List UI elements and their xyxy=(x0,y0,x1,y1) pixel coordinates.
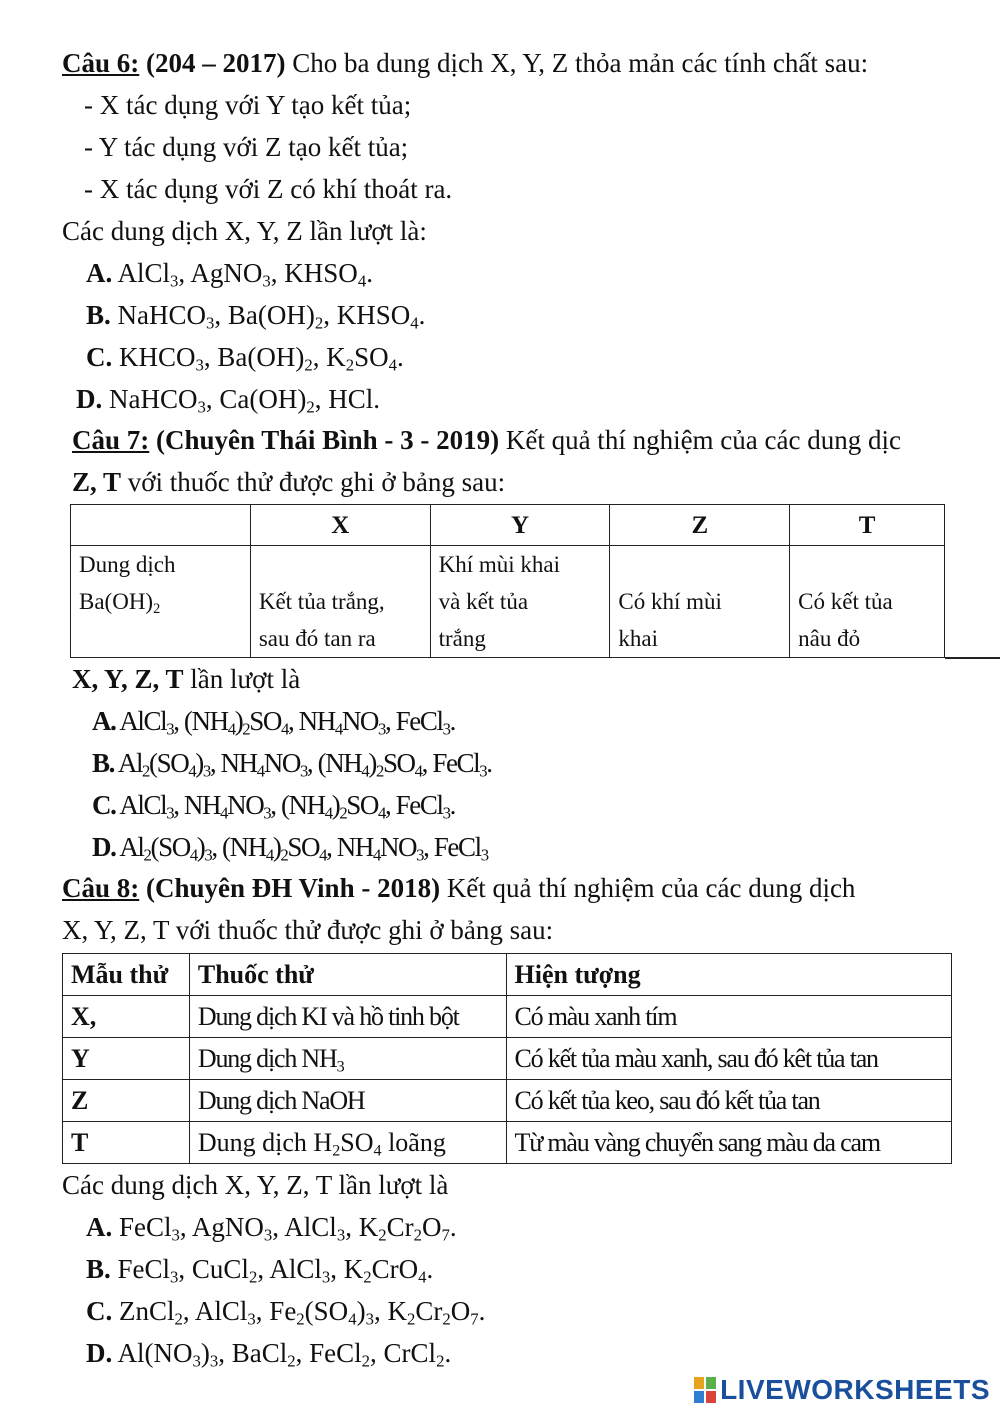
table-cell: Dung dịch $Ba(OH)_2$ xyxy=(71,546,251,658)
q6-option-a[interactable] xyxy=(86,256,373,290)
q8-label: Câu 8: xyxy=(62,873,140,903)
option-letter: D. xyxy=(92,832,116,862)
table-row xyxy=(63,1038,952,1080)
q7-stem-line2 xyxy=(72,465,505,499)
q6-option-d[interactable] xyxy=(76,382,380,416)
sample-cell: Z xyxy=(63,1080,190,1122)
q7-table-header xyxy=(71,505,945,546)
q6-source: (204 – 2017) xyxy=(146,48,286,78)
q8-source: (Chuyên ĐH Vinh - 2018) xyxy=(146,873,441,903)
q8-stem: Kết quả thí nghiệm của các dung dịch xyxy=(446,873,856,903)
q7-option-d[interactable] xyxy=(92,830,488,864)
option-text: FeCl$_3$, AgNO$_3$, AlCl$_3$, $K_2Cr_2O_7$. xyxy=(119,1212,457,1245)
reagent-cell: Dung dịch $H_2SO_4$ loãng xyxy=(189,1122,506,1164)
q7-ask xyxy=(72,662,300,696)
header-cell: Y xyxy=(430,505,610,546)
q8-table xyxy=(62,953,952,1164)
q6-heading xyxy=(62,46,868,80)
option-letter: A. xyxy=(86,1212,113,1242)
header-cell: Z xyxy=(610,505,790,546)
table-cell: Kết tủa trắng, sau đó tan ra xyxy=(250,546,430,658)
q7-heading xyxy=(72,423,901,457)
logo-square xyxy=(706,1391,716,1403)
sample-cell: X, xyxy=(63,996,190,1038)
option-text: $Al(NO_3)_3$, BaCl$_2$, FeCl$_2$, CrCl$_2$. xyxy=(117,1338,452,1371)
table-row xyxy=(63,1080,952,1122)
option-text: $KHCO_3$, $Ba(OH)_2$, $K_2SO_4$. xyxy=(119,342,404,375)
q7-option-a[interactable] xyxy=(92,704,455,738)
option-text: $Al_2(SO_4)_3$, $(NH_4)_2SO_4$, $NH_4NO_3$, FeCl$_3$ xyxy=(119,832,488,865)
q8-option-a[interactable] xyxy=(86,1210,457,1244)
liveworksheets-logo-text: LIVEWORKSHEETS xyxy=(720,1374,990,1405)
q8-stem-line2: X, Y, Z, T với thuốc thử được ghi ở bảng sau: xyxy=(62,915,554,945)
logo-square xyxy=(694,1391,704,1403)
reagent-cell: Dung dịch NaOH xyxy=(189,1080,506,1122)
q8-option-c[interactable] xyxy=(86,1294,485,1328)
header-cell: Mẫu thử xyxy=(63,954,190,996)
q7-stem-text: với thuốc thử được ghi ở bảng sau: xyxy=(127,467,506,497)
q6-ask: Các dung dịch X, Y, Z lần lượt là: xyxy=(62,216,427,246)
q7-source: (Chuyên Thái Bình - 3 - 2019) xyxy=(156,425,500,455)
q8-heading xyxy=(62,871,855,905)
q6-condition: - X tác dụng với Z có khí thoát ra. xyxy=(84,174,453,204)
option-letter: C. xyxy=(86,342,113,372)
option-letter: A. xyxy=(86,258,113,288)
q8-table-header xyxy=(63,954,952,996)
option-letter: D. xyxy=(86,1338,113,1368)
q6-condition: - Y tác dụng với Z tạo kết tủa; xyxy=(84,132,409,162)
table-cell: Khí mùi khai và kết tủa trắng xyxy=(430,546,610,658)
q7-option-b[interactable] xyxy=(92,746,492,780)
q6-label: Câu 6: xyxy=(62,48,140,78)
option-text: AlCl$_3$, AgNO$_3$, $KHSO_4$. xyxy=(117,258,373,291)
sample-cell: Y xyxy=(63,1038,190,1080)
option-text: AlCl$_3$, $NH_4NO_3$, $(NH_4)_2SO_4$, FeCl$_3$. xyxy=(119,790,455,823)
liveworksheets-logo-icon xyxy=(694,1377,716,1403)
table-row xyxy=(71,546,945,658)
header-cell: T xyxy=(790,505,945,546)
q6-option-c[interactable] xyxy=(86,340,404,374)
option-letter: B. xyxy=(92,748,114,778)
phenomenon-cell: Có kết tủa keo, sau đó kết tủa tan xyxy=(506,1080,951,1122)
sample-cell: T xyxy=(63,1122,190,1164)
header-cell: Thuốc thử xyxy=(189,954,506,996)
table-cell: Có khí mùi khai xyxy=(610,546,790,658)
q8-option-b[interactable] xyxy=(86,1252,433,1286)
phenomenon-cell: Có kết tủa màu xanh, sau đó kêt tủa tan xyxy=(506,1038,951,1080)
q8-option-d[interactable] xyxy=(86,1336,451,1370)
q6-option-b[interactable] xyxy=(86,298,425,332)
table-row xyxy=(63,1122,952,1164)
option-text: FeCl$_3$, CuCl$_2$, AlCl$_3$, $K_2CrO_4$. xyxy=(117,1254,434,1287)
logo-square xyxy=(694,1377,704,1389)
q6-condition: - X tác dụng với Y tạo kết tủa; xyxy=(84,90,412,120)
option-text: NaHCO$_3$, $Ca(OH)_2$, HCl. xyxy=(109,384,380,417)
q7-table xyxy=(70,504,945,658)
q8-ask: Các dung dịch X, Y, Z, T lần lượt là xyxy=(62,1170,449,1200)
logo-square xyxy=(706,1377,716,1389)
option-text: NaHCO$_3$, $Ba(OH)_2$, $KHSO_4$. xyxy=(117,300,426,333)
reagent-cell: Dung dịch KI và hồ tinh bột xyxy=(189,996,506,1038)
phenomenon-cell: Có màu xanh tím xyxy=(506,996,951,1038)
option-letter: B. xyxy=(86,1254,111,1284)
option-letter: D. xyxy=(76,384,103,414)
option-text: ZnCl$_2$, AlCl$_3$, $Fe_2(SO_4)_3$, $K_2Cr_2O_7$. xyxy=(119,1296,486,1329)
table-cell: Có kết tủa nâu đỏ xyxy=(790,546,945,658)
q7-label: Câu 7: xyxy=(72,425,150,455)
q7-ask-bold: X, Y, Z, T xyxy=(72,664,184,694)
q7-ask-text: lần lượt là xyxy=(190,664,301,694)
header-cell: Hiện tượng xyxy=(506,954,951,996)
header-cell: X xyxy=(250,505,430,546)
q7-option-c[interactable] xyxy=(92,788,455,822)
option-letter: B. xyxy=(86,300,111,330)
q7-stem-bold: Z, T xyxy=(72,467,122,497)
liveworksheets-logo[interactable] xyxy=(694,1374,990,1406)
q6-stem: Cho ba dung dịch X, Y, Z thỏa mản các tính chất sau: xyxy=(292,48,869,78)
q7-stem: Kết quả thí nghiệm của các dung dịc xyxy=(505,425,901,455)
option-letter: C. xyxy=(92,790,116,820)
option-text: AlCl$_3$, $(NH_4)_2SO_4$, $NH_4NO_3$, FeCl$_3$. xyxy=(119,706,455,739)
option-letter: C. xyxy=(86,1296,113,1326)
option-letter: A. xyxy=(92,706,116,736)
header-cell xyxy=(71,505,251,546)
phenomenon-cell: Từ màu vàng chuyển sang màu da cam xyxy=(506,1122,951,1164)
reagent-cell: Dung dịch $NH_3$ xyxy=(189,1038,506,1080)
option-text: $Al_2(SO_4)_3$, $NH_4NO_3$, $(NH_4)_2SO_4$, FeCl$_3$. xyxy=(117,748,492,781)
table-rule xyxy=(945,657,1000,659)
table-row xyxy=(63,996,952,1038)
